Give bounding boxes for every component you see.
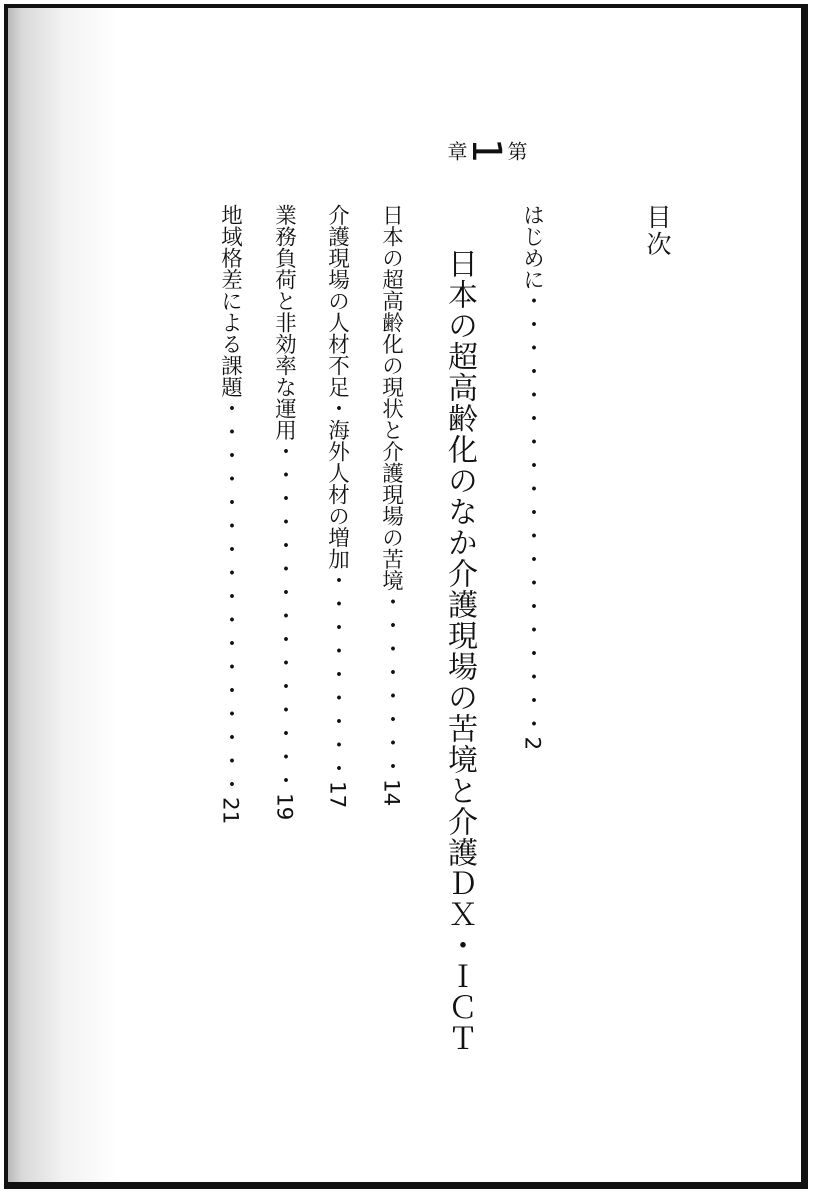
chapter-suffix: 章 (444, 140, 468, 161)
toc-entry[interactable] (273, 204, 295, 820)
toc-entry[interactable] (326, 204, 348, 808)
chapter-heading (446, 136, 526, 165)
entry-page-number: 17 (324, 781, 350, 809)
entry-page-number: 14 (378, 779, 404, 807)
toc-entry-intro[interactable] (521, 204, 543, 750)
entry-label: 地域格差による課題 (217, 204, 243, 398)
toc-entry[interactable] (380, 204, 402, 806)
leader-dots: ・・・・・・・・ (378, 591, 404, 779)
entry-page-number: 2 (519, 736, 545, 751)
entry-label: 介護現場の人材不足・海外人材の増加 (324, 204, 350, 570)
toc-entry[interactable] (219, 204, 241, 824)
toc-title: 目次 (643, 204, 672, 258)
entry-label: はじめに (519, 204, 545, 290)
leader-dots: ・・・・・・・・・ (324, 569, 350, 781)
entry-page-number: 21 (217, 797, 243, 825)
leader-dots: ・・・・・・・・・・・・・・・ (271, 440, 297, 793)
entry-page-number: 19 (271, 793, 297, 821)
book-page (4, 4, 808, 1189)
chapter-prefix: 第 (504, 140, 528, 161)
entry-label: 日本の超高齢化の現状と介護現場の苦境 (378, 204, 404, 591)
chapter-number: 1 (463, 138, 509, 164)
chapter-title: 日本の超高齢化のなか介護現場の苦境と介護ＤＸ・ＩＣＴ (442, 248, 477, 1054)
leader-dots: ・・・・・・・・・・・・・・・・・ (217, 397, 243, 797)
entry-label: 業務負荷と非効率な運用 (271, 204, 297, 441)
leader-dots: ・・・・・・・・・・・・・・・・・・・ (519, 290, 545, 737)
